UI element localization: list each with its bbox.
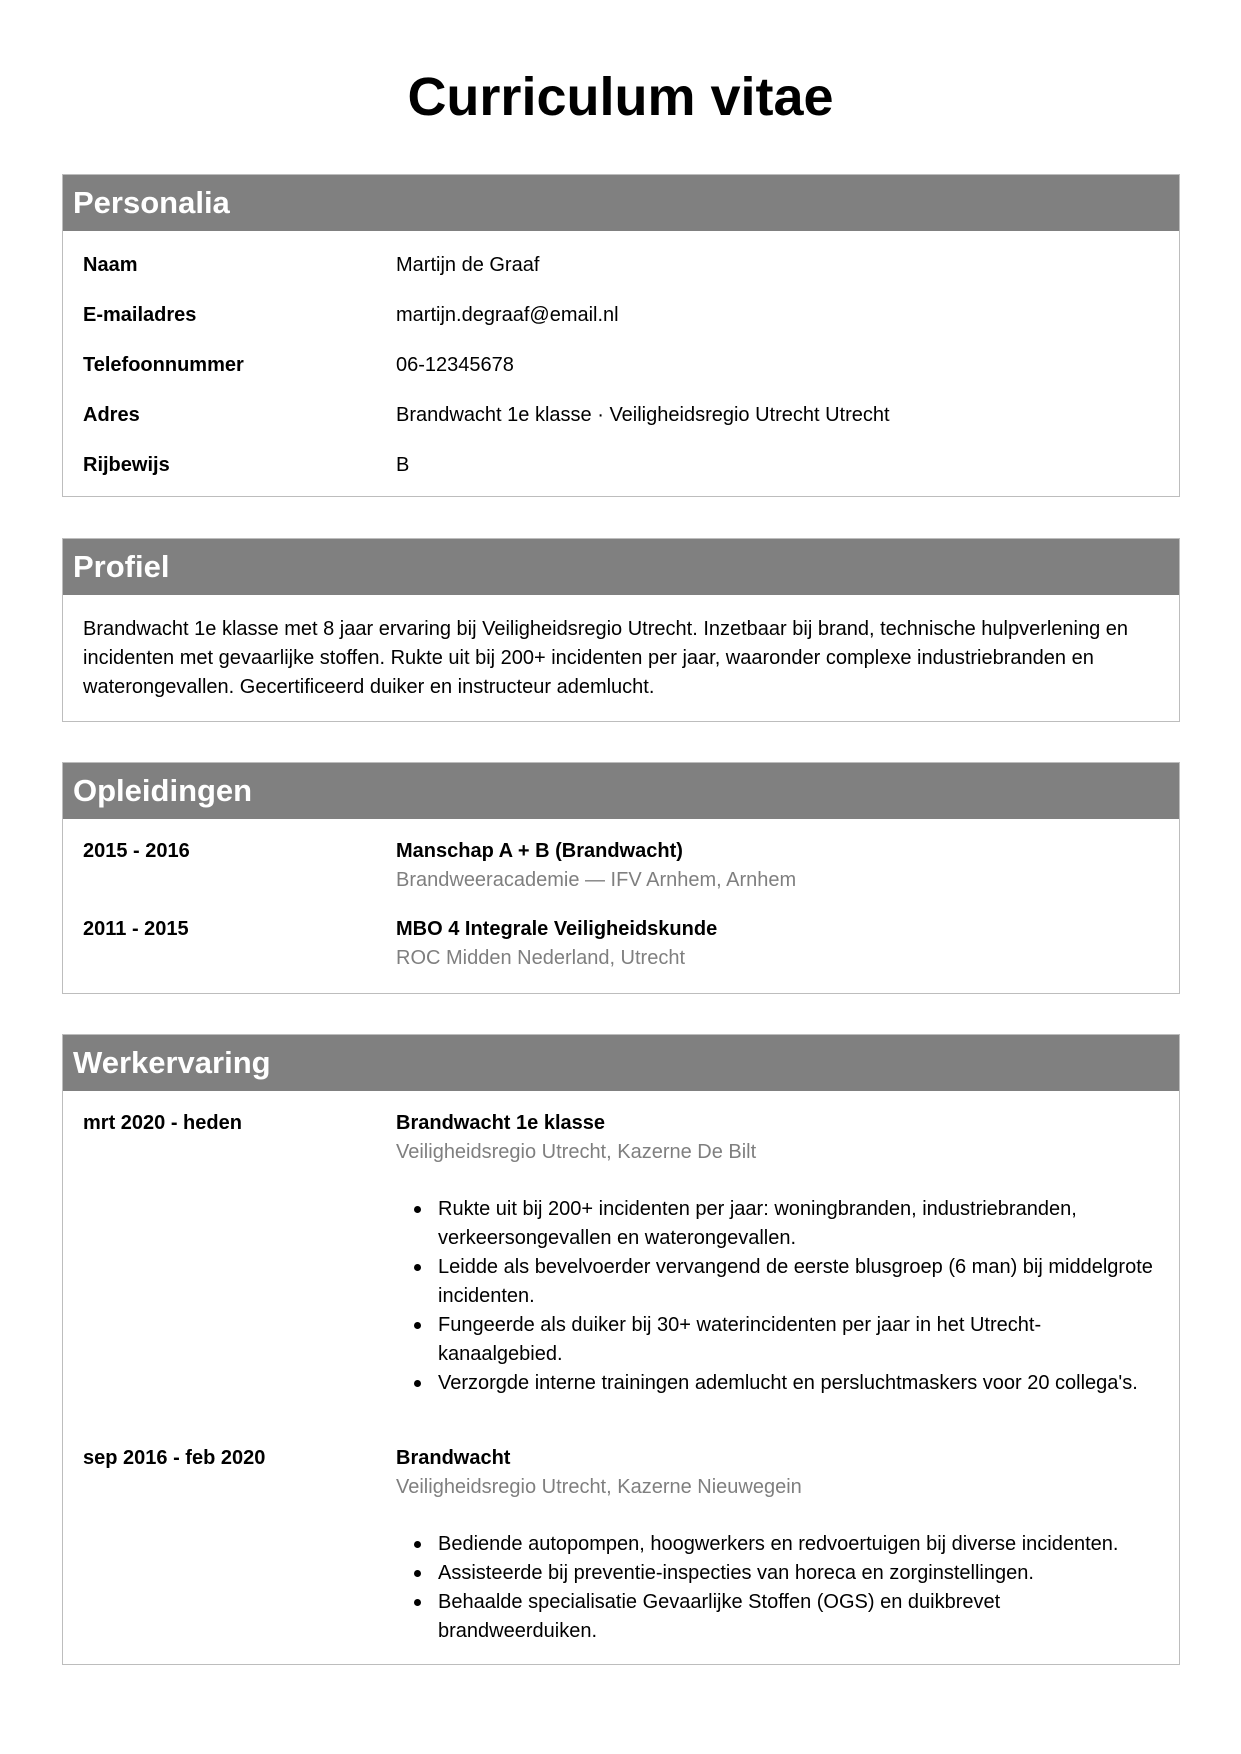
label-telefoon: Telefoonnummer <box>83 354 244 376</box>
education-title: MBO 4 Integrale Veiligheidskunde <box>396 918 718 940</box>
work-entry <box>83 1109 1159 1444</box>
personalia-row-rijbewijs <box>83 453 1159 503</box>
education-body <box>396 915 1159 973</box>
section-heading-personalia: Personalia <box>63 175 1179 231</box>
werkervaring-list <box>63 1091 1179 1646</box>
personalia-row-email <box>83 303 1159 353</box>
label-rijbewijs: Rijbewijs <box>83 454 170 476</box>
work-bullet: Leidde als bevelvoerder vervangend de eerste blusgroep (6 man) bij middelgrote incidenten. <box>438 1253 1159 1311</box>
education-title: Manschap A + B (Brandwacht) <box>396 840 683 862</box>
section-profiel <box>62 538 1180 722</box>
education-period: 2011 - 2015 <box>83 918 189 940</box>
profile-text: Brandwacht 1e klasse met 8 jaar ervaring bij Veiligheidsregio Utrecht. Inzetbaar bij brand, technische hulpverlening en incidenten met gevaarlijke stoffen. Rukte uit bij 200+ incidenten per jaar, waaronder complexe industriebranden en waterongevallen. Gecertificeerd duiker en instructeur ademlucht. <box>83 618 1129 698</box>
label-adres: Adres <box>83 404 140 426</box>
education-institution: Brandweeracademie — IFV Arnhem, Arnhem <box>396 869 797 891</box>
value-rijbewijs: B <box>396 454 410 476</box>
work-body <box>396 1109 1159 1444</box>
value-adres: Brandwacht 1e klasse · Veiligheidsregio Utrecht Utrecht <box>396 404 890 426</box>
work-period: mrt 2020 - heden <box>83 1112 242 1134</box>
work-title: Brandwacht <box>396 1447 511 1469</box>
section-heading-profiel: Profiel <box>63 539 1179 595</box>
work-entry <box>83 1444 1159 1646</box>
work-employer: Veiligheidsregio Utrecht, Kazerne De Bilt <box>396 1141 757 1163</box>
work-bullets <box>396 1530 1159 1646</box>
label-naam: Naam <box>83 254 138 276</box>
value-email: martijn.degraaf@email.nl <box>396 304 619 326</box>
education-institution: ROC Midden Nederland, Utrecht <box>396 947 686 969</box>
personalia-rows <box>63 231 1179 503</box>
education-entry <box>83 837 1159 915</box>
section-heading-opleidingen: Opleidingen <box>63 763 1179 819</box>
document-title: Curriculum vitae <box>407 67 834 127</box>
work-period: sep 2016 - feb 2020 <box>83 1447 266 1469</box>
work-bullet: Bediende autopompen, hoogwerkers en redvoertuigen bij diverse incidenten. <box>438 1530 1159 1559</box>
work-bullet: Behaalde specialisatie Gevaarlijke Stoffen (OGS) en duikbrevet brandweerduiken. <box>438 1588 1159 1646</box>
section-personalia <box>62 174 1180 497</box>
work-bullet: Fungeerde als duiker bij 30+ waterincidenten per jaar in het Utrecht-kanaalgebied. <box>438 1311 1159 1369</box>
work-title: Brandwacht 1e klasse <box>396 1112 605 1134</box>
opleidingen-list <box>63 819 1179 973</box>
work-bullet: Rukte uit bij 200+ incidenten per jaar: woningbranden, industriebranden, verkeersongevallen en waterongevallen. <box>438 1195 1159 1253</box>
section-heading-werkervaring: Werkervaring <box>63 1035 1179 1091</box>
education-body <box>396 837 1159 915</box>
work-employer: Veiligheidsregio Utrecht, Kazerne Nieuwegein <box>396 1476 802 1498</box>
section-werkervaring <box>62 1034 1180 1665</box>
personalia-row-adres <box>83 403 1159 453</box>
value-naam: Martijn de Graaf <box>396 254 540 276</box>
work-bullet: Assisteerde bij preventie-inspecties van horeca en zorginstellingen. <box>438 1559 1159 1588</box>
education-entry <box>83 915 1159 973</box>
work-bullets <box>396 1195 1159 1398</box>
label-email: E-mailadres <box>83 304 197 326</box>
personalia-row-naam <box>83 253 1159 303</box>
personalia-row-telefoon <box>83 353 1159 403</box>
value-telefoon: 06-12345678 <box>396 354 514 376</box>
section-opleidingen <box>62 762 1180 994</box>
education-period: 2015 - 2016 <box>83 840 190 862</box>
work-body <box>396 1444 1159 1646</box>
work-bullet: Verzorgde interne trainingen ademlucht en persluchtmaskers voor 20 collega's. <box>438 1369 1159 1398</box>
